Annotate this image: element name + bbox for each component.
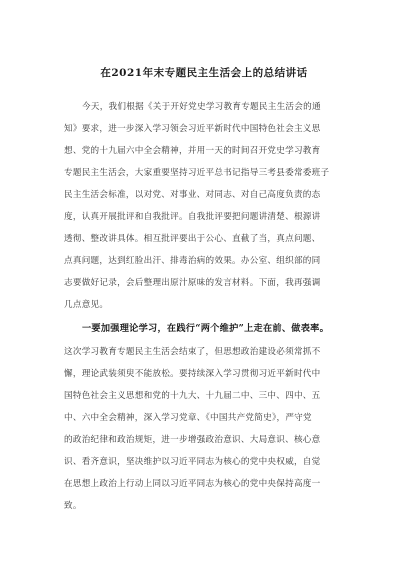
body-text-line: 懈，理论武装须臾不能放松。要持续深入学习贯彻习近平新时代中 bbox=[64, 369, 321, 379]
body-text-line: 民主生活会标准，以对党、对事业、对同志、对自己高度负责的态 bbox=[64, 190, 321, 200]
body-text-line: 点真问题，达到红脸出汗、排毒治病的效果。办公室、组织部的同 bbox=[64, 256, 321, 266]
body-text-line: 志要做好记录，会后整理出原汁原味的发言材料。下面，我再强调 bbox=[64, 278, 321, 288]
body-text-line: 知》要求，进一步深入学习领会习近平新时代中国特色社会主义思 bbox=[64, 124, 321, 134]
section-heading: 一要加强理论学习，在践行“两个维护”上走在前、做表率。 bbox=[82, 323, 330, 334]
body-text-line: 的政治纪律和政治规矩，进一步增强政治意识、大局意识、核心意 bbox=[64, 435, 321, 445]
body-text-line: 几点意见。 bbox=[64, 300, 109, 310]
body-text-line: 中、六中全会精神，深入学习党章、《中国共产党简史》，严守党 bbox=[64, 413, 312, 423]
body-text-line: 透彻、整改讲具体。相互批评要出于公心、直截了当，真点问题、 bbox=[64, 234, 321, 244]
body-text-line: 专题民主生活会，大家重要坚持习近平总书记指导三考县委常委班子 bbox=[64, 168, 330, 178]
body-text-line: 这次学习教育专题民主生活会结束了，但思想政治建设必须常抓不 bbox=[64, 347, 321, 357]
body-text-line: 今天，我们根据《关于开好党史学习教育专题民主生活会的通 bbox=[82, 102, 321, 112]
document-title: 在2021年末专题民主生活会上的总结讲话 bbox=[100, 67, 308, 79]
body-text-line: 致。 bbox=[64, 501, 82, 511]
body-text-line: 在思想上政治上行动上同以习近平同志为核心的党中央保持高度一 bbox=[64, 479, 321, 489]
body-text-line: 识、看齐意识，坚决维护以习近平同志为核心的党中央权威，自觉 bbox=[64, 457, 321, 467]
body-text-line: 国特色社会主义思想和党的十九大、十九届二中、三中、四中、五 bbox=[64, 391, 321, 401]
body-text-line: 想、党的十九届六中全会精神，并用一天的时间召开党史学习教育 bbox=[64, 146, 321, 156]
body-text-line: 度，认真开展批评和自我批评。自我批评要把问题讲清楚、根源讲 bbox=[64, 212, 321, 222]
